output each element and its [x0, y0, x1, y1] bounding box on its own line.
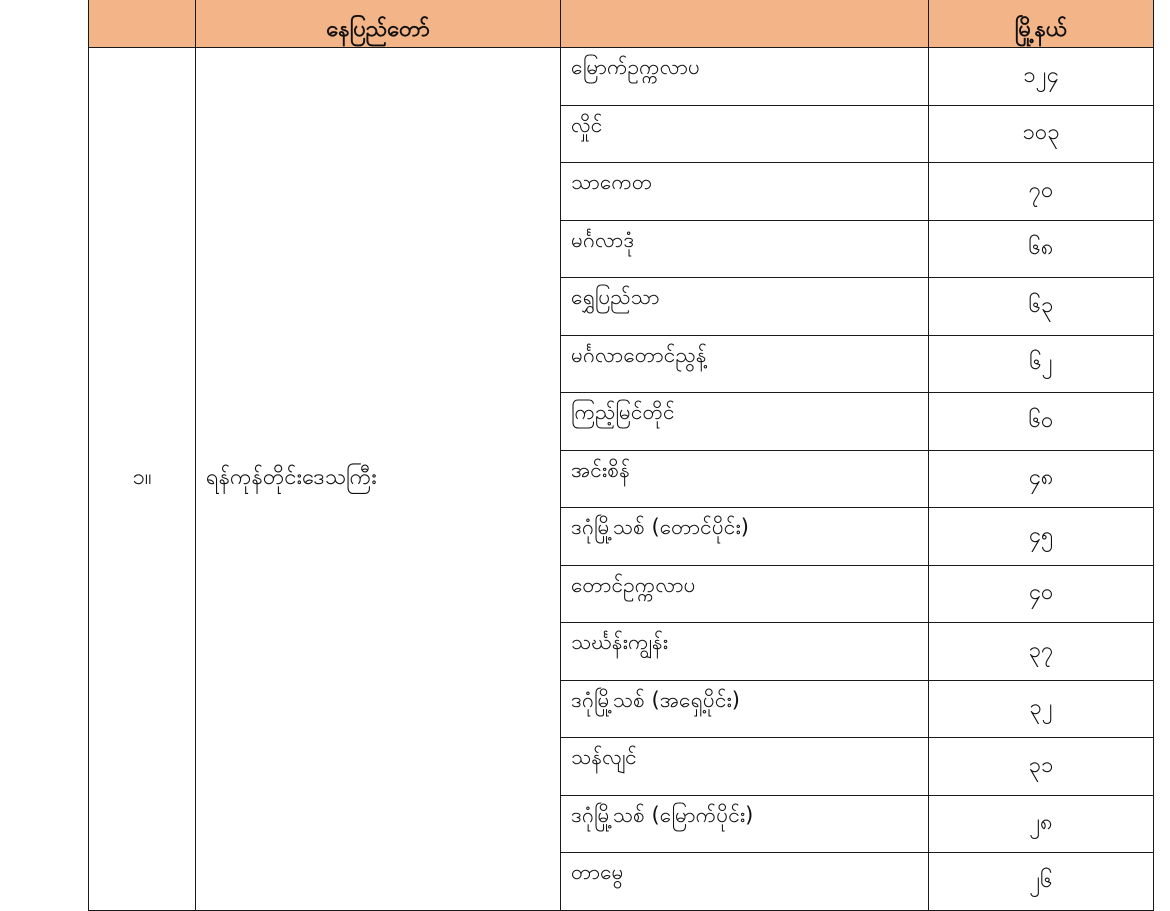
township-cell: အင်းစိန်	[561, 450, 929, 508]
count-cell: ၆၃	[929, 278, 1154, 336]
region-name-cell: ရန်ကုန်တိုင်းဒေသကြီး	[196, 48, 561, 911]
data-table-container	[88, 0, 1153, 911]
township-cell: မြောက်ဥက္ကလာပ	[561, 48, 929, 106]
township-cell: တောင်ဥက္ကလာပ	[561, 565, 929, 623]
count-cell: ၁၂၄	[929, 48, 1154, 106]
township-cell: သန်လျင်	[561, 738, 929, 796]
township-cell: ဒဂုံမြို့သစ် (အရှေ့ပိုင်း)	[561, 680, 929, 738]
count-cell: ၄၈	[929, 450, 1154, 508]
count-cell: ၃၁	[929, 738, 1154, 796]
count-cell: ၄၅	[929, 508, 1154, 566]
township-cell: ရွှေပြည်သာ	[561, 278, 929, 336]
township-cell: ဒဂုံမြို့သစ် (တောင်ပိုင်း)	[561, 508, 929, 566]
township-cell: လှိုင်	[561, 105, 929, 163]
township-table	[88, 0, 1154, 911]
count-cell: ၃၇	[929, 623, 1154, 681]
township-cell: တာမွေ	[561, 853, 929, 911]
township-cell: ဒဂုံမြို့သစ် (မြောက်ပိုင်း)	[561, 795, 929, 853]
count-cell: ၂၆	[929, 853, 1154, 911]
header-cell-count: မြို့နယ်	[929, 0, 1154, 48]
township-cell: မင်္ဂလာဒုံ	[561, 220, 929, 278]
township-cell: သာကေတ	[561, 163, 929, 221]
count-cell: ၃၂	[929, 680, 1154, 738]
table-body	[89, 48, 1154, 911]
count-cell: ၆၀	[929, 393, 1154, 451]
header-cell-number	[89, 0, 196, 48]
count-cell: ၂၈	[929, 795, 1154, 853]
table-row	[89, 48, 1154, 106]
township-cell: မင်္ဂလာတောင်ညွန့်	[561, 335, 929, 393]
township-cell: ကြည့်မြင်တိုင်	[561, 393, 929, 451]
header-cell-township	[561, 0, 929, 48]
count-cell: ၆၂	[929, 335, 1154, 393]
count-cell: ၆၈	[929, 220, 1154, 278]
township-cell: သင်္ဃန်းကျွန်း	[561, 623, 929, 681]
header-row	[89, 0, 1154, 48]
count-cell: ၄၀	[929, 565, 1154, 623]
count-cell: ၇၀	[929, 163, 1154, 221]
header-cell-region: နေပြည်တော်	[196, 0, 561, 48]
table-header	[89, 0, 1154, 48]
section-number-cell: ၁။	[89, 48, 196, 911]
count-cell: ၁၀၃	[929, 105, 1154, 163]
